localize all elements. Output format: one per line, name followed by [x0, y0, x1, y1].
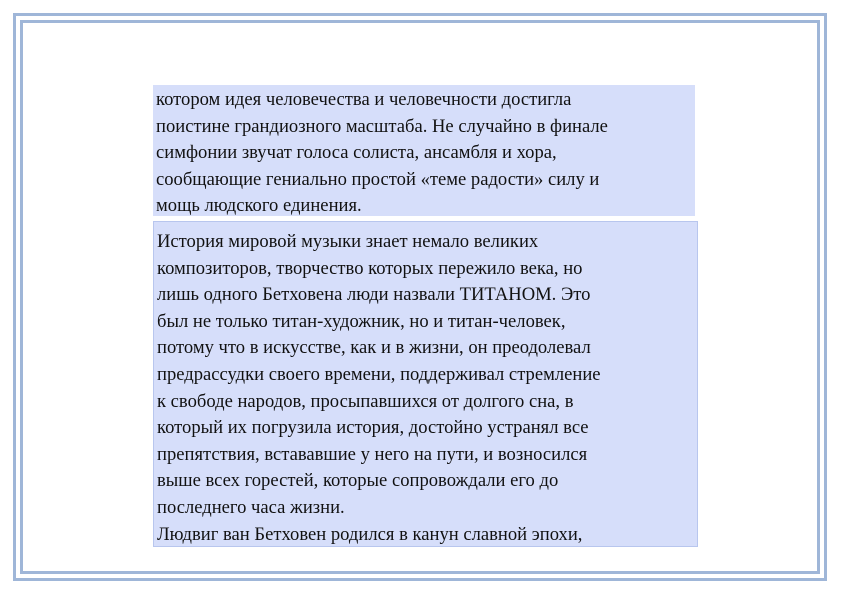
text-box-top: котором идея человечества и человечности достигла поистине грандиозного масштаба. Не случайно в финале симфонии звучат голоса солиста, ансамбля и хора, сообщающие гениально простой «теме радости» силу и мощь людского единения. — [153, 85, 695, 216]
text-box-bottom: История мировой музыки знает немало великих композиторов, творчество которых пережило века, но лишь одного Бетховена люди назвали ТИТАНОМ. Это был не только титан-художник, но и титан-человек, потому что в искусстве, как и в жизни, он преодолевал предрассудки своего времени, поддерживал стремление к свободе народов, просыпавшихся от долгого сна, в который их погрузила история, достойно устранял все препятствия, встававшие у него на пути, и возносился выше всех горестей, которые сопровождали его до последнего часа жизни. Людвиг ван Бетховен родился в канун славной эпохи, — [153, 221, 698, 547]
